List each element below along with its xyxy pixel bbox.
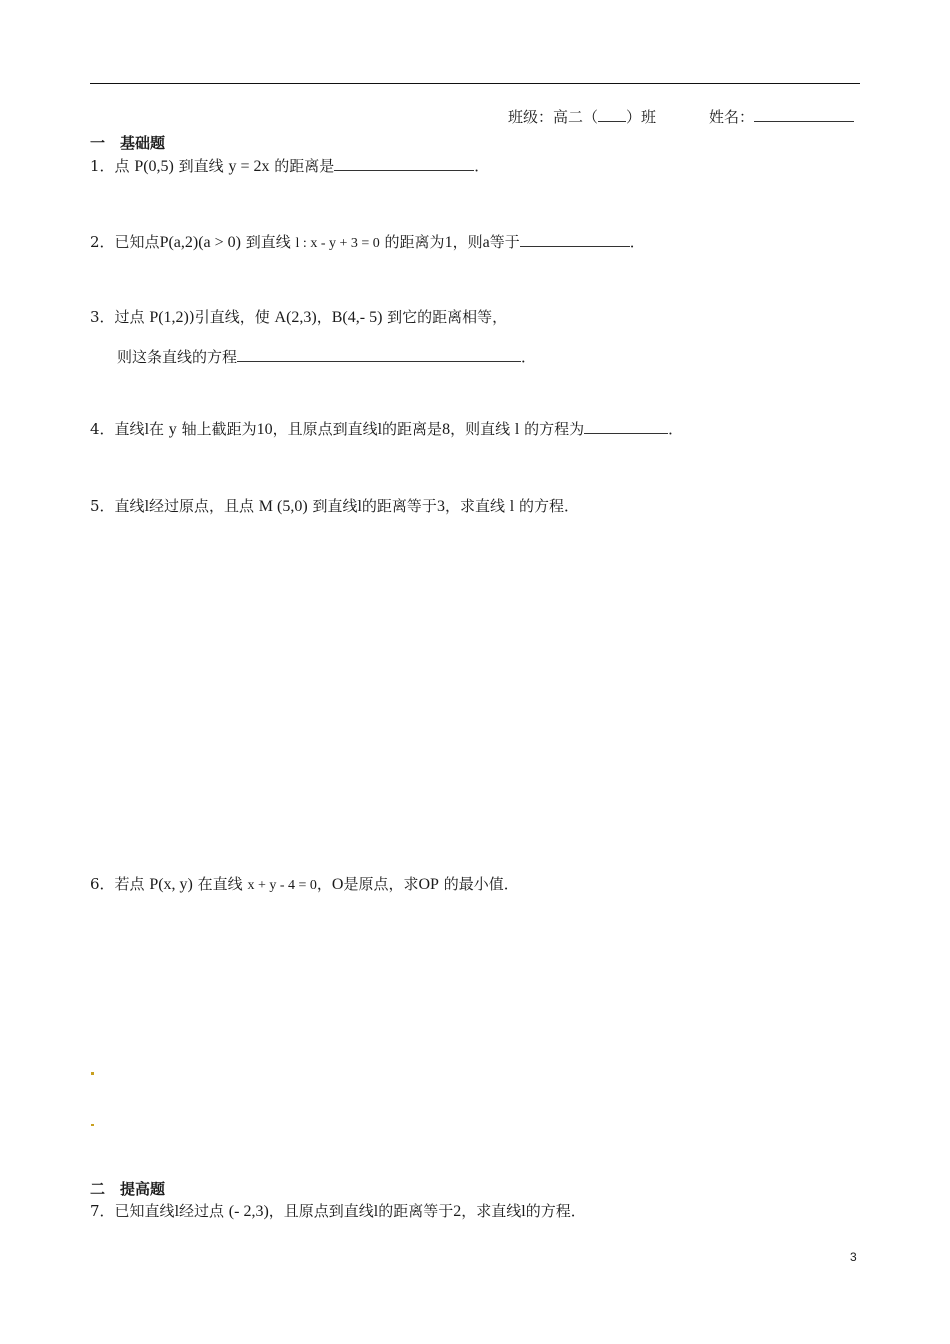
name-field [709, 106, 854, 127]
text-span: ． [474, 157, 490, 175]
text-span: 1． [90, 157, 115, 175]
question-5 [90, 495, 579, 516]
text-span: 班级：高二（ [508, 108, 599, 126]
text-span: ． [629, 233, 645, 251]
answer-blank-1[interactable] [334, 156, 474, 171]
text-span: 经过原点，且点 [149, 497, 259, 515]
text-span: 3． [90, 308, 115, 326]
question-7 [90, 1200, 586, 1221]
text-span: 是原点，求 [343, 875, 419, 893]
text-span: 6． [90, 875, 115, 893]
text-span: 的方程． [525, 1202, 586, 1220]
text-span: 到直线 [241, 233, 296, 251]
text-span: P(x, y) [149, 876, 193, 893]
answer-blank-3[interactable] [237, 347, 521, 362]
text-span: l [144, 421, 150, 438]
class-blank[interactable] [598, 107, 626, 122]
text-span: 等于 [489, 233, 520, 251]
page-number: 3 [850, 1250, 857, 1264]
text-span: 到直线 [307, 497, 358, 515]
stray-mark [91, 1072, 94, 1075]
text-span: ． [521, 348, 537, 366]
text-span: O [331, 876, 344, 893]
question-6 [90, 873, 519, 894]
text-span: )引直线，使 [188, 308, 275, 326]
text-span: 直线 [114, 497, 145, 515]
text-span: 的方程为 [519, 420, 585, 438]
text-span: x + y - 4 = 0 [247, 878, 317, 893]
text-span: 则这条直线的方程 [117, 348, 238, 366]
text-span: 直线 [114, 420, 145, 438]
text-span: 若点 [114, 875, 150, 893]
text-span: 7． [90, 1202, 115, 1220]
section-advanced: 二 提高题 [90, 1180, 166, 1198]
text-span: 已知点 [114, 233, 160, 251]
text-span: 的距离等于 [361, 497, 437, 515]
text-span: ， [316, 308, 332, 326]
text-span: 的距离是 [382, 420, 443, 438]
text-span: 3 [436, 498, 445, 515]
text-span: l [521, 1203, 526, 1220]
text-span: ， [316, 875, 332, 893]
text-span: ，则直线 [450, 420, 515, 438]
text-span: 的距离为 [379, 233, 445, 251]
text-span: ，且原点到直线 [272, 420, 378, 438]
question-3 [90, 306, 507, 327]
text-span: 的方程． [514, 497, 579, 515]
text-span: 到它的距离相等， [382, 308, 508, 326]
text-span: 8 [442, 421, 451, 438]
text-span: ，则 [452, 233, 483, 251]
text-span: 2 [453, 1203, 462, 1220]
text-span: 1 [444, 234, 453, 251]
text-span: 在直线 [192, 875, 248, 893]
text-span: 在 [149, 420, 169, 438]
text-span: ）班 [626, 108, 657, 126]
section-basic: 一 基础题 [90, 134, 166, 152]
text-span: 5． [90, 497, 115, 515]
text-span: 2． [90, 233, 115, 251]
text-span: P(a,2)(a > 0) [159, 234, 241, 251]
answer-blank-4[interactable] [584, 419, 668, 434]
text-span: y [168, 421, 177, 438]
stray-mark [91, 1124, 94, 1126]
text-span: 经过点 [179, 1202, 229, 1220]
name-blank[interactable] [754, 107, 854, 122]
text-span: l : x - y + 3 = 0 [295, 236, 380, 251]
text-span: a [482, 234, 490, 251]
answer-blank-2[interactable] [520, 232, 630, 247]
text-span: l [357, 498, 362, 515]
question-3-line-2 [117, 346, 536, 367]
text-span: 的距离是 [269, 157, 335, 175]
text-span: 的最小值． [438, 875, 519, 893]
text-span: 的距离等于 [378, 1202, 454, 1220]
text-span: 点 [114, 157, 135, 175]
class-field [508, 106, 656, 127]
text-span: 10 [256, 421, 273, 438]
text-span: l [373, 1203, 379, 1220]
text-span: y = 2x [228, 158, 270, 175]
text-span: l [377, 421, 383, 438]
text-span: ，求直线 [444, 497, 510, 515]
text-span: P(0,5) [134, 158, 174, 175]
text-span: M (5,0) [258, 498, 308, 515]
text-span: 轴上截距为 [176, 420, 257, 438]
text-span: 姓名： [709, 108, 755, 126]
text-span: ，求直线 [461, 1202, 522, 1220]
text-span: OP [418, 876, 439, 893]
text-span: l [514, 421, 520, 438]
text-span: B(4,- 5) [331, 309, 383, 326]
text-span: l [509, 498, 515, 515]
text-span: P(1,2) [149, 309, 189, 326]
header-rule [90, 83, 860, 84]
question-1 [90, 155, 489, 176]
text-span: ． [668, 420, 684, 438]
text-span: 过点 [114, 308, 150, 326]
text-span: 已知直线 [114, 1202, 175, 1220]
text-span: ，且原点到直线 [268, 1202, 374, 1220]
question-4 [90, 418, 683, 439]
text-span: A(2,3) [274, 309, 317, 326]
text-span: 4． [90, 420, 115, 438]
text-span: l [174, 1203, 180, 1220]
text-span: l [144, 498, 150, 515]
question-2 [90, 231, 645, 252]
text-span: 到直线 [173, 157, 229, 175]
text-span: (- 2,3) [228, 1203, 269, 1220]
